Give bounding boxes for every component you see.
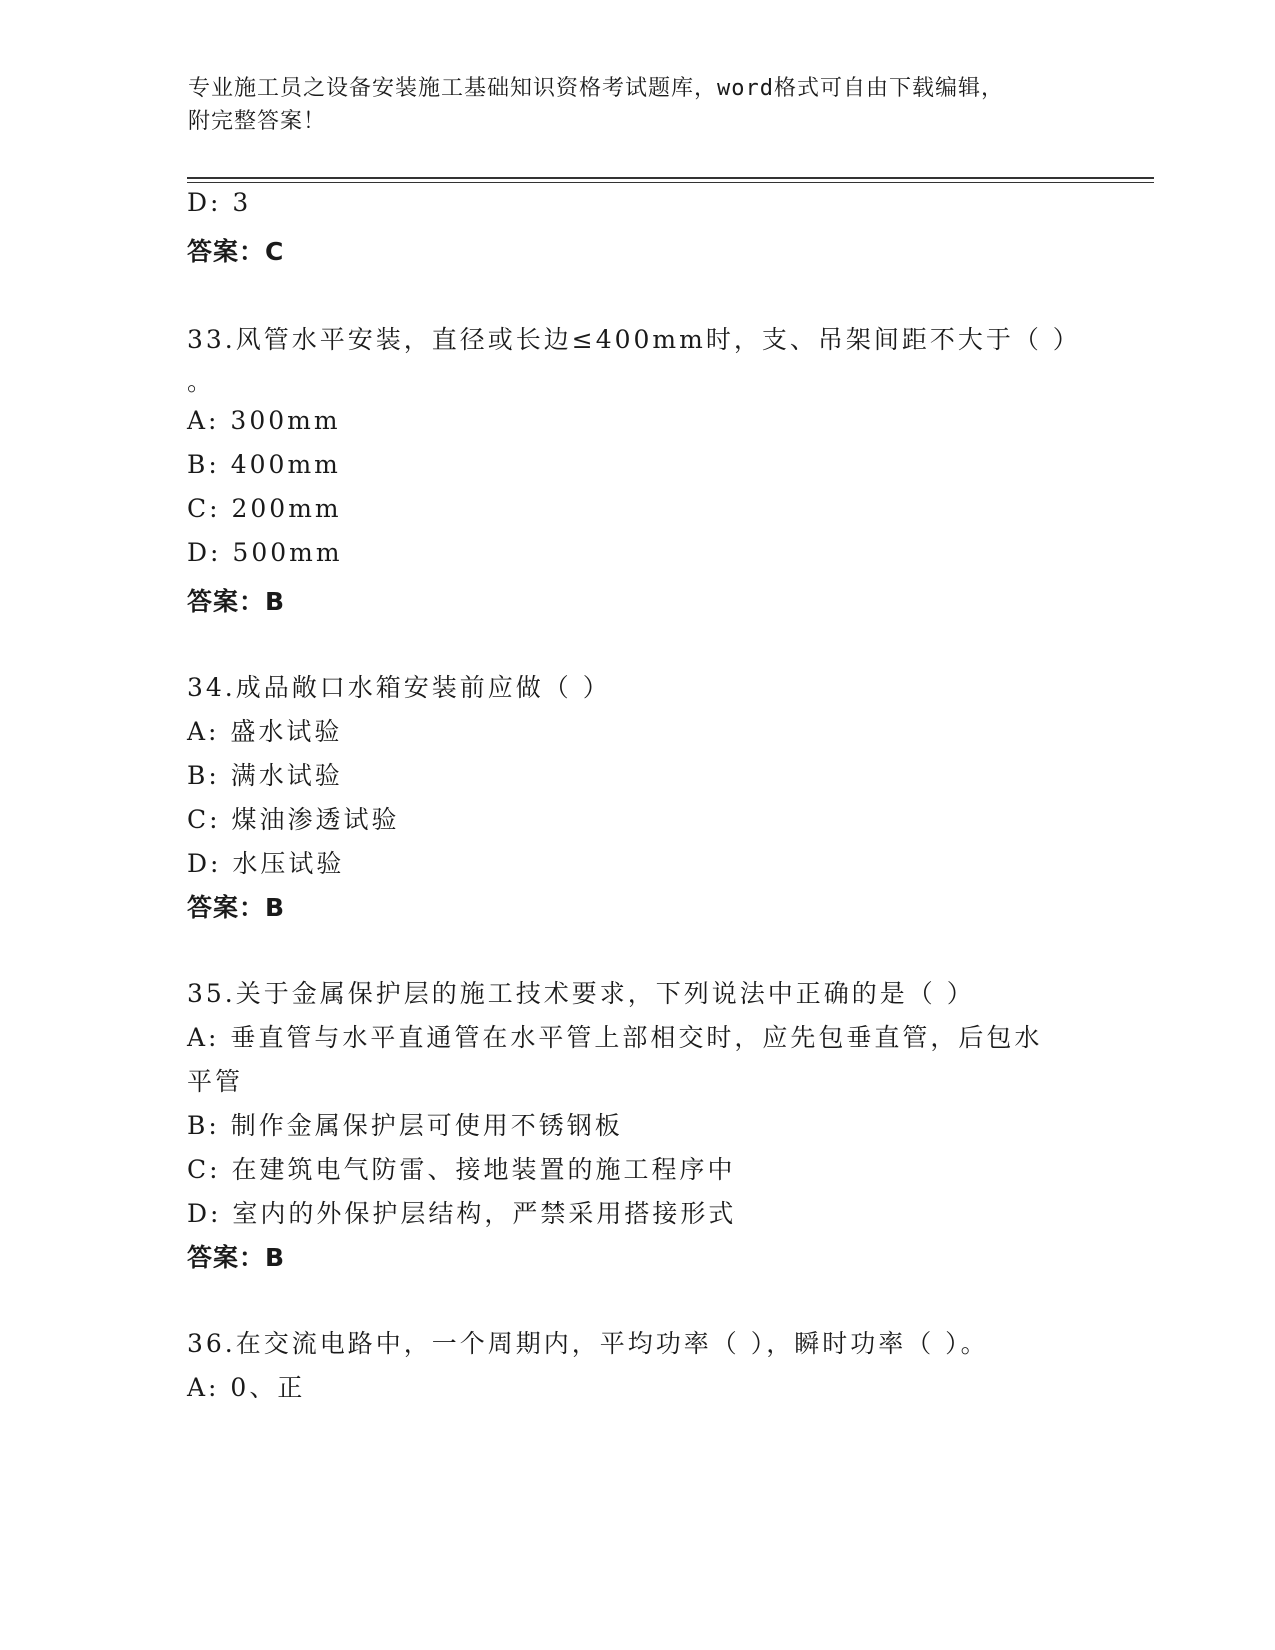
q32-answer: 答案：C [187, 237, 285, 266]
document-header [188, 72, 1088, 138]
q36-option-a: A: 0、正 [187, 1373, 306, 1402]
q34-option-b: B: 满水试验 [187, 761, 343, 790]
q32-option-d: D: 3 [187, 188, 252, 217]
header-line-1: 专业施工员之设备安装施工基础知识资格考试题库，word格式可自由下载编辑， [188, 76, 1004, 101]
q35-option-b: B: 制作金属保护层可使用不锈钢板 [187, 1111, 623, 1140]
q34-option-a: A: 盛水试验 [187, 717, 343, 746]
q33-option-c: C: 200mm [187, 494, 342, 523]
q33-option-d: D: 500mm [187, 538, 343, 567]
q35-option-a-line1: A: 垂直管与水平直通管在水平管上部相交时，应先包垂直管，后包水 [187, 1023, 1043, 1052]
q36-title: 36.在交流电路中，一个周期内，平均功率（ ），瞬时功率（ ）。 [187, 1329, 989, 1358]
q35-option-a-line2: 平管 [187, 1067, 244, 1096]
q34-option-c: C: 煤油渗透试验 [187, 805, 400, 834]
header-divider-thin [187, 182, 1154, 183]
header-divider-thick [187, 177, 1154, 179]
q34-option-d: D: 水压试验 [187, 849, 345, 878]
q33-title: 33.风管水平安装，直径或长边≤400mm时，支、吊架间距不大于（ ） [187, 325, 1081, 354]
q35-title: 35.关于金属保护层的施工技术要求，下列说法中正确的是（ ） [187, 979, 975, 1008]
q33-title-cont: 。 [187, 367, 216, 396]
q35-option-c: C: 在建筑电气防雷、接地装置的施工程序中 [187, 1155, 736, 1184]
q35-option-d: D: 室内的外保护层结构，严禁采用搭接形式 [187, 1199, 737, 1228]
q33-answer: 答案：B [187, 587, 286, 616]
q35-answer: 答案：B [187, 1243, 286, 1272]
q33-option-a: A: 300mm [187, 406, 341, 435]
q34-answer: 答案：B [187, 893, 286, 922]
q34-title: 34.成品敞口水箱安装前应做（ ） [187, 673, 611, 702]
q33-option-b: B: 400mm [187, 450, 341, 479]
header-line-2: 附完整答案！ [188, 109, 327, 134]
